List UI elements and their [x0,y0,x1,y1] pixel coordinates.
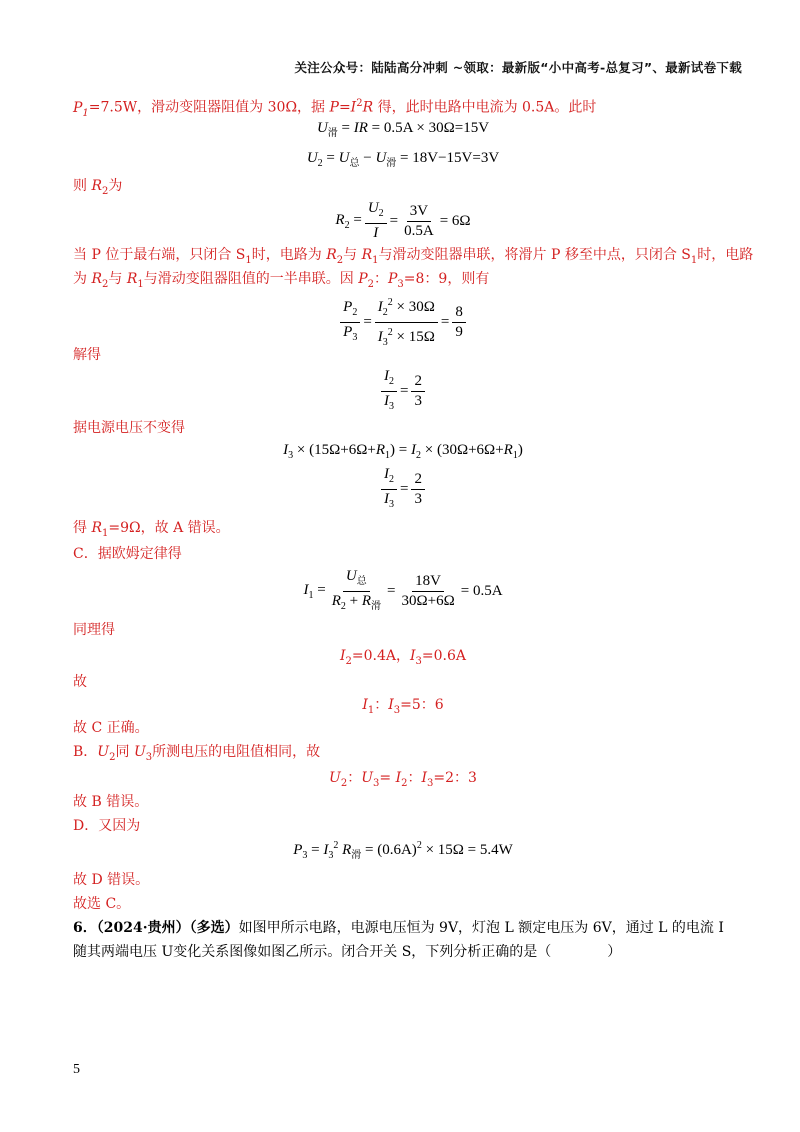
text-line-6: 据电源电压不变得 [73,420,185,436]
equation-9: $I_2=0.4A$，$I_3=0.6A$ [339,648,467,667]
equation-1: $U_滑$ = IR = 0.5A × 30Ω=15V [316,120,490,139]
equation-4: $\frac{P_2}{P_3}$ = $\frac{I_2^2 \times 30\Omega}{I_3^2 \times 15\Omega}$ = $\frac{8}{9}$ [73,294,733,351]
page-header: 关注公众号：陆陆高分冲刺 ~领取：最新版“小中高考-总复习”、最新试卷下载 [294,60,742,75]
text-line-15: 故 D 错误。 [73,872,150,888]
text-line-10: 故 [73,674,87,690]
page-number: 5 [73,1062,80,1077]
text-line-16: 故选 C。 [73,896,131,912]
question-number: 6． [73,920,97,936]
equation-6: $I_3 \times (15\Omega+6\Omega+R_1) = I_2 \times (30\Omega+6\Omega+R_1)$ [283,442,523,461]
text-line-5: 解得 [73,347,101,363]
equation-10: $I_1$：$I_3=5$：6 [362,697,444,716]
text-line-12: B．$U_2$同 $U_3$所测电压的电阻值相同，故 [73,744,321,763]
text-line-4: 为 $R_2$与 $R_1$与滑动变阻器阻值的一半串联。因 $P_2$：$P_3=8$：9，则有 [73,271,490,290]
equation-2: $U_2 = U_总 - U_滑 = 18V-15V=3V$ [306,150,500,169]
text-line-13: 故 B 错误。 [73,794,149,810]
text-line-14: D．又因为 [73,818,141,834]
text-line-3: 当 P 位于最右端，只闭合 $S_1$时，电路为 $R_2$与 $R_1$与滑动变阻器串联，将滑片 P 移至中点，只闭合 $S_1$时，电路 [73,247,754,266]
equation-11: $U_2$：$U_3= I_2$：$I_3=2$：3 [329,770,477,789]
text-line-8: C．据欧姆定律得 [73,546,182,562]
equation-7: $\frac{I_2}{I_3}$ = $\frac{2}{3}$ [73,466,733,513]
question-6-line-1 [73,916,733,940]
question-tag: （2024·贵州）（多选） [96,920,239,936]
equation-12: $P_3 = I_3^2$ $R_滑 = (0.6A)^2 \times 15\Omega = 5.4W$ [293,840,513,861]
equation-8: $I_1$ = $\frac{U_总}{R_2 + R_滑}$ = $\frac{18V}{30\Omega+6\Omega}$ = 0.5A [303,568,503,612]
equation-5: $\frac{I_2}{I_3}$ = $\frac{2}{3}$ [73,368,733,415]
text-line-7: 得 $R_1=9\Omega$，故 A 错误。 [73,520,230,539]
text-line-2: 则 $R_2$为 [73,178,123,197]
question-6-line-2: 随其两端电压 U变化关系图像如图乙所示。闭合开关 S，下列分析正确的是（ ） [73,944,622,960]
text-line-11: 故 C 正确。 [73,720,149,736]
equation-3: $R_2$ = $\frac{U_2}{I}$ = $\frac{3V}{0.5A}$ = 6Ω [335,200,471,241]
question-text-1: 如图甲所示电路，电源电压恒为 9V，灯泡 L 额定电压为 6V，通过 L 的电流 I [238,920,724,936]
text-line-1: $P_1=7.5W$，滑动变阻器阻值为 30Ω，据 $P=I^2R$ 得，此时电路中电流为 0.5A。此时 [73,98,597,119]
text-line-9: 同理得 [73,622,115,638]
